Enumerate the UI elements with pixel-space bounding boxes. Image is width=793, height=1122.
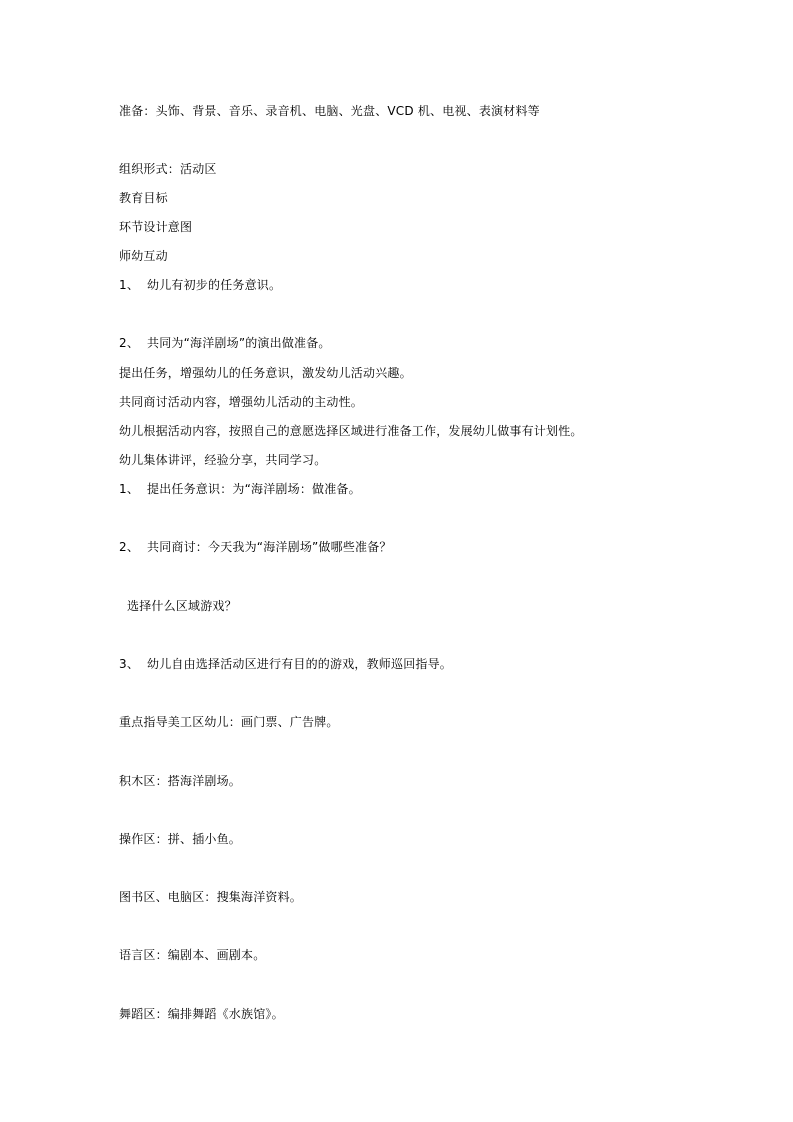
goal-number: 1、	[119, 278, 140, 292]
intent-line-1: 提出任务，增强幼儿的任务意识，激发幼儿活动兴趣。	[119, 366, 412, 380]
goal-text: 共同为“海洋剧场”的演出做准备。	[147, 336, 331, 350]
goal-number: 2、	[119, 336, 140, 350]
intent-line-3: 幼儿根据活动内容，按照自己的意愿选择区域进行准备工作，发展幼儿做事有计划性。	[119, 424, 583, 438]
education-goal-heading: 教育目标	[119, 191, 168, 205]
step-item-1	[119, 481, 361, 497]
preparation-line: 准备：头饰、背景、音乐、录音机、电脑、光盘、VCD 机、电视、表演材料等	[119, 104, 540, 118]
step-2-subquestion: 选择什么区域游戏？	[127, 599, 237, 613]
organization-form-line: 组织形式：活动区	[119, 162, 217, 176]
step-text: 共同商讨：今天我为“海洋剧场”做哪些准备？	[147, 540, 392, 554]
step-text: 提出任务意识：为“海洋剧场：做准备。	[147, 482, 361, 496]
step-text: 幼儿自由选择活动区进行有目的的游戏，教师巡回指导。	[147, 657, 453, 671]
area-line-blocks: 积木区：搭海洋剧场。	[119, 774, 242, 788]
step-number: 2、	[119, 540, 140, 554]
area-line-language: 语言区：编剧本、画剧本。	[119, 948, 266, 962]
intent-line-4: 幼儿集体讲评，经验分享，共同学习。	[119, 453, 327, 467]
step-item-3	[119, 656, 452, 672]
design-intent-heading: 环节设计意图	[119, 220, 193, 234]
goal-text: 幼儿有初步的任务意识。	[147, 278, 282, 292]
area-line-operation: 操作区：拼、插小鱼。	[119, 832, 242, 846]
area-line-art: 重点指导美工区幼儿：画门票、广告牌。	[119, 715, 339, 729]
goal-item-2	[119, 335, 331, 351]
area-line-library: 图书区、电脑区：搜集海洋资料。	[119, 890, 303, 904]
step-item-2	[119, 539, 392, 555]
interaction-heading: 师幼互动	[119, 249, 168, 263]
step-number: 1、	[119, 482, 140, 496]
area-line-dance: 舞蹈区：编排舞蹈《水族馆》。	[119, 1007, 284, 1021]
step-number: 3、	[119, 657, 140, 671]
goal-item-1	[119, 277, 281, 293]
intent-line-2: 共同商讨活动内容，增强幼儿活动的主动性。	[119, 395, 364, 409]
